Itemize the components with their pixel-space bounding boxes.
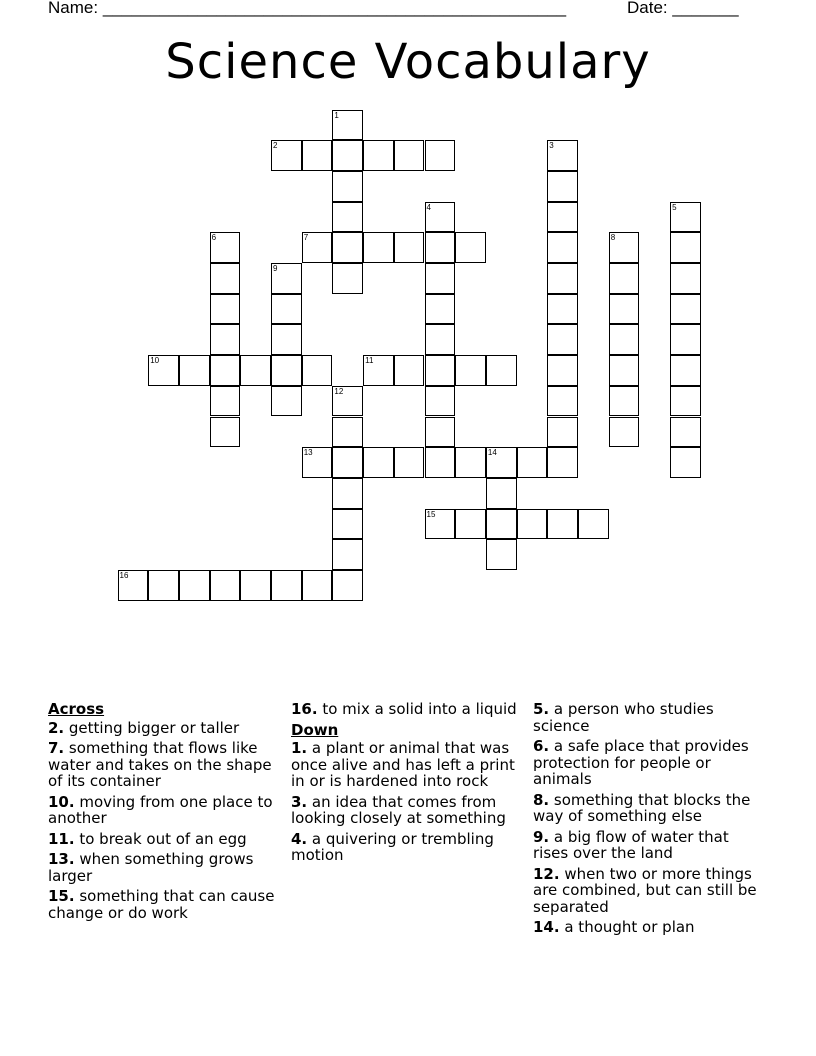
crossword-cell[interactable] xyxy=(547,447,578,478)
crossword-cell[interactable] xyxy=(609,324,640,355)
across-heading: Across xyxy=(48,700,105,718)
crossword-cell[interactable] xyxy=(670,355,701,386)
cell-number: 4 xyxy=(426,202,431,212)
clue-number: 8. xyxy=(533,790,550,809)
crossword-cell[interactable] xyxy=(332,478,363,509)
clue-text: a quivering or trembling motion xyxy=(291,829,494,864)
cell-number: 7 xyxy=(303,233,309,243)
crossword-cell[interactable] xyxy=(670,202,701,233)
crossword-cell[interactable] xyxy=(547,232,578,263)
crossword-cell[interactable] xyxy=(455,509,486,540)
cell-number: 10 xyxy=(150,356,160,366)
crossword-cell[interactable] xyxy=(332,110,363,141)
crossword-cell[interactable] xyxy=(670,417,701,448)
crossword-cell[interactable] xyxy=(148,570,179,601)
crossword-cell[interactable] xyxy=(486,478,517,509)
crossword-cell[interactable] xyxy=(425,355,456,386)
crossword-cell[interactable] xyxy=(332,447,363,478)
crossword-cell[interactable] xyxy=(517,509,548,540)
clue-text: something that blocks the way of something else xyxy=(533,790,751,825)
date-header xyxy=(627,0,739,18)
clue-number: 11. xyxy=(48,829,75,848)
crossword-cell[interactable] xyxy=(547,386,578,417)
clue-item xyxy=(533,738,765,788)
clue-number: 14. xyxy=(533,918,560,936)
crossword-cell[interactable] xyxy=(179,570,210,601)
clue-item xyxy=(291,740,523,790)
crossword-cell[interactable] xyxy=(394,140,425,171)
crossword-cell[interactable] xyxy=(271,324,302,355)
name-label: Name: xyxy=(48,0,99,17)
crossword-cell[interactable] xyxy=(363,140,394,171)
clue-item xyxy=(48,794,280,827)
crossword-cell[interactable] xyxy=(670,324,701,355)
clue-number: 12. xyxy=(533,864,560,883)
clue-item xyxy=(48,831,280,848)
crossword-cell[interactable] xyxy=(425,263,456,294)
name-header xyxy=(48,0,566,18)
crossword-cell[interactable] xyxy=(210,294,241,325)
clue-item xyxy=(533,866,765,916)
crossword-cell[interactable] xyxy=(670,386,701,417)
crossword-cell[interactable] xyxy=(271,355,302,386)
crossword-cell[interactable] xyxy=(486,447,517,478)
crossword-cell[interactable] xyxy=(609,355,640,386)
crossword-cell[interactable] xyxy=(302,355,333,386)
crossword-cell[interactable] xyxy=(240,570,271,601)
crossword-cell[interactable] xyxy=(486,355,517,386)
crossword-cell[interactable] xyxy=(455,232,486,263)
crossword-cell[interactable] xyxy=(210,324,241,355)
crossword-cell[interactable] xyxy=(394,447,425,478)
date-blank: _______ xyxy=(672,0,739,17)
crossword-cell[interactable] xyxy=(332,509,363,540)
crossword-cell[interactable] xyxy=(210,355,241,386)
crossword-cell[interactable] xyxy=(547,509,578,540)
crossword-cell[interactable] xyxy=(578,509,609,540)
clue-text: when something grows larger xyxy=(48,850,254,885)
crossword-cell[interactable] xyxy=(670,447,701,478)
crossword-cell[interactable] xyxy=(179,355,210,386)
date-label: Date: xyxy=(627,0,668,17)
crossword-cell[interactable] xyxy=(670,232,701,263)
across-clue-list-cont xyxy=(291,701,523,718)
clue-item xyxy=(533,919,765,936)
clue-text: to break out of an egg xyxy=(74,829,247,848)
crossword-cell[interactable] xyxy=(547,140,578,171)
crossword-cell[interactable] xyxy=(425,509,456,540)
crossword-cell[interactable] xyxy=(455,447,486,478)
crossword-cell[interactable] xyxy=(425,324,456,355)
clue-item xyxy=(533,701,765,734)
crossword-cell[interactable] xyxy=(302,140,333,171)
cell-number: 14 xyxy=(487,448,497,458)
crossword-cell[interactable] xyxy=(302,232,333,263)
clue-text: a person who studies science xyxy=(533,700,714,735)
cell-number: 11 xyxy=(365,356,374,366)
crossword-cell[interactable] xyxy=(394,355,425,386)
crossword-cell[interactable] xyxy=(394,232,425,263)
cell-number: 12 xyxy=(334,386,344,396)
cell-number: 16 xyxy=(119,571,129,580)
clue-text: a big flow of water that rises over the land xyxy=(533,827,729,862)
cell-number: 1 xyxy=(334,110,339,120)
clue-item xyxy=(291,701,523,718)
clues-column-1 xyxy=(48,701,280,925)
crossword-cell[interactable] xyxy=(118,570,149,601)
clue-text: a plant or animal that was once alive and has left a print in or is hardened into rock xyxy=(291,739,515,790)
clue-text: something that can cause change or do work xyxy=(48,887,275,922)
clue-text: getting bigger or taller xyxy=(64,718,240,737)
crossword-cell[interactable] xyxy=(271,294,302,325)
clue-number: 7. xyxy=(48,739,65,757)
crossword-cell[interactable] xyxy=(210,232,241,263)
clues-column-3 xyxy=(533,701,765,940)
cell-number: 8 xyxy=(610,233,616,243)
crossword-cell[interactable] xyxy=(332,171,363,202)
crossword-cell[interactable] xyxy=(547,324,578,355)
crossword-cell[interactable] xyxy=(240,355,271,386)
across-clue-list xyxy=(48,720,280,922)
clue-text: moving from one place to another xyxy=(48,792,273,827)
crossword-cell[interactable] xyxy=(609,294,640,325)
clue-item xyxy=(291,831,523,864)
clue-number: 1. xyxy=(291,739,308,757)
clue-text: a thought or plan xyxy=(559,918,695,936)
clue-item xyxy=(533,829,765,862)
down-clue-list xyxy=(291,740,523,864)
clue-text: when two or more things are combined, but can still be separated xyxy=(533,864,757,916)
crossword-cell[interactable] xyxy=(332,386,363,417)
crossword-cell[interactable] xyxy=(271,386,302,417)
clue-item xyxy=(48,888,280,921)
clue-number: 15. xyxy=(48,887,75,905)
clue-item xyxy=(533,792,765,825)
cell-number: 6 xyxy=(211,233,217,243)
cell-number: 13 xyxy=(303,448,313,458)
crossword-cell[interactable] xyxy=(271,570,302,601)
page-title: Science Vocabulary xyxy=(165,34,651,90)
crossword-cell[interactable] xyxy=(517,447,548,478)
crossword-cell[interactable] xyxy=(332,232,363,263)
crossword-cell[interactable] xyxy=(670,263,701,294)
cell-number: 5 xyxy=(672,202,677,212)
clue-item xyxy=(48,720,280,737)
down-heading: Down xyxy=(291,720,339,739)
clue-number: 6. xyxy=(533,737,550,755)
crossword-cell[interactable] xyxy=(332,202,363,233)
clue-item xyxy=(48,851,280,884)
crossword-cell[interactable] xyxy=(547,171,578,202)
cell-number: 2 xyxy=(273,141,278,151)
crossword-cell[interactable] xyxy=(210,570,241,601)
crossword-cell[interactable] xyxy=(332,417,363,448)
crossword-cell[interactable] xyxy=(363,355,394,386)
crossword-cell[interactable] xyxy=(271,263,302,294)
clue-text: an idea that comes from looking closely at something xyxy=(291,792,506,827)
name-blank: _________________________________________________ xyxy=(102,0,567,17)
crossword-cell[interactable] xyxy=(425,202,456,233)
crossword-cell[interactable] xyxy=(609,417,640,448)
clue-text: to mix a solid into a liquid xyxy=(317,700,517,718)
crossword-cell[interactable] xyxy=(670,294,701,325)
crossword-cell[interactable] xyxy=(609,263,640,294)
down-clue-list-cont xyxy=(533,701,765,936)
crossword-cell[interactable] xyxy=(210,263,241,294)
crossword-cell[interactable] xyxy=(210,417,241,448)
crossword-cell[interactable] xyxy=(425,447,456,478)
clue-number: 10. xyxy=(48,792,75,811)
crossword-cell[interactable] xyxy=(609,232,640,263)
clue-item xyxy=(48,740,280,790)
clue-text: a safe place that provides protection for people or animals xyxy=(533,737,749,788)
crossword-cell[interactable] xyxy=(148,355,179,386)
clue-item xyxy=(291,794,523,827)
crossword-cell[interactable] xyxy=(332,263,363,294)
crossword-cell[interactable] xyxy=(547,294,578,325)
crossword-cell[interactable] xyxy=(363,232,394,263)
crossword-cell[interactable] xyxy=(547,417,578,448)
clue-number: 2. xyxy=(48,718,65,737)
cell-number: 9 xyxy=(273,264,278,273)
crossword-cell[interactable] xyxy=(332,539,363,570)
crossword-cell[interactable] xyxy=(486,539,517,570)
clue-number: 16. xyxy=(291,700,318,718)
crossword-cell[interactable] xyxy=(455,355,486,386)
crossword-cell[interactable] xyxy=(547,355,578,386)
crossword-cell[interactable] xyxy=(609,386,640,417)
crossword-cell[interactable] xyxy=(486,509,517,540)
clue-number: 3. xyxy=(291,792,308,811)
crossword-cell[interactable] xyxy=(363,447,394,478)
clue-text: something that flows like water and takes on the shape of its container xyxy=(48,739,272,790)
crossword-cell[interactable] xyxy=(210,386,241,417)
crossword-cell[interactable] xyxy=(547,263,578,294)
clue-number: 13. xyxy=(48,850,75,868)
crossword-cell[interactable] xyxy=(425,140,456,171)
crossword-cell[interactable] xyxy=(302,447,333,478)
cell-number: 3 xyxy=(549,141,554,151)
crossword-cell[interactable] xyxy=(425,232,456,263)
clues-column-2 xyxy=(291,701,523,868)
crossword-cell[interactable] xyxy=(271,140,302,171)
crossword-cell[interactable] xyxy=(425,417,456,448)
clue-number: 5. xyxy=(533,700,550,718)
crossword-cell[interactable] xyxy=(425,294,456,325)
crossword-cell[interactable] xyxy=(547,202,578,233)
crossword-cell[interactable] xyxy=(302,570,333,601)
crossword-cell[interactable] xyxy=(332,140,363,171)
clue-number: 4. xyxy=(291,829,308,848)
clue-number: 9. xyxy=(533,827,550,846)
cell-number: 15 xyxy=(426,509,436,519)
crossword-cell[interactable] xyxy=(425,386,456,417)
crossword-cell[interactable] xyxy=(332,570,363,601)
